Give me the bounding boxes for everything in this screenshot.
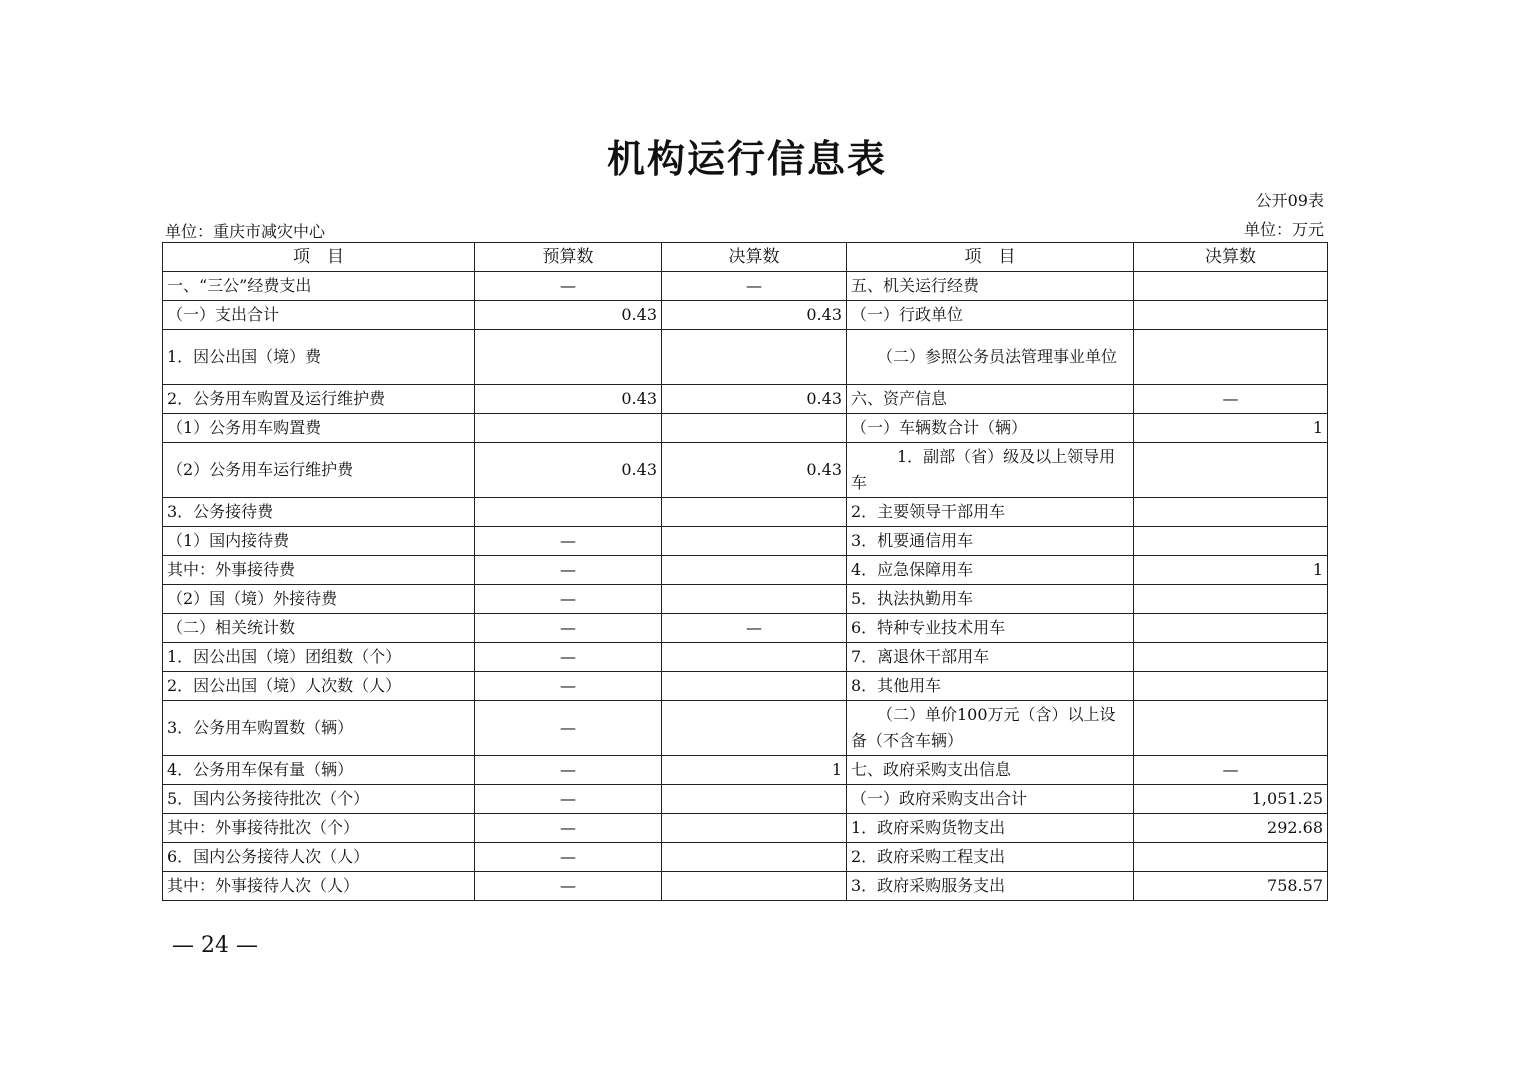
final-value (662, 527, 847, 556)
table-row (163, 585, 1328, 614)
col-header-final: 决算数 (662, 243, 847, 272)
right-label: 2．主要领导干部用车 (847, 498, 1134, 527)
right-value: 292.68 (1134, 814, 1328, 843)
table-row (163, 330, 1328, 385)
row-label: （1）国内接待费 (163, 527, 475, 556)
right-value (1134, 272, 1328, 301)
budget-value: — (475, 785, 662, 814)
right-value (1134, 843, 1328, 872)
right-value (1134, 301, 1328, 330)
final-value: 0.43 (662, 301, 847, 330)
right-value: — (1134, 756, 1328, 785)
right-label: 五、机关运行经费 (847, 272, 1134, 301)
row-label: 其中：外事接待人次（人） (163, 872, 475, 901)
right-label: 5．执法执勤用车 (847, 585, 1134, 614)
col-header-budget: 预算数 (475, 243, 662, 272)
final-value (662, 814, 847, 843)
right-label: 6．特种专业技术用车 (847, 614, 1134, 643)
right-value (1134, 614, 1328, 643)
table-row (163, 785, 1328, 814)
row-label: 其中：外事接待费 (163, 556, 475, 585)
row-label: 4．公务用车保有量（辆） (163, 756, 475, 785)
unit-currency: 单位：万元 (1243, 220, 1324, 239)
row-label: 其中：外事接待批次（个） (163, 814, 475, 843)
table-row (163, 498, 1328, 527)
budget-value (475, 414, 662, 443)
right-label: 3．机要通信用车 (847, 527, 1134, 556)
budget-value (475, 330, 662, 385)
row-label: （二）相关统计数 (163, 614, 475, 643)
right-value (1134, 643, 1328, 672)
budget-value: 0.43 (475, 301, 662, 330)
row-label: 2．因公出国（境）人次数（人） (163, 672, 475, 701)
row-label: 1．因公出国（境）费 (163, 330, 475, 385)
row-label: （2）国（境）外接待费 (163, 585, 475, 614)
budget-value (475, 498, 662, 527)
budget-value: — (475, 672, 662, 701)
table-row (163, 872, 1328, 901)
row-label: 6．国内公务接待人次（人） (163, 843, 475, 872)
row-label: 5．国内公务接待批次（个） (163, 785, 475, 814)
right-value (1134, 498, 1328, 527)
table-row (163, 756, 1328, 785)
right-value: 758.57 (1134, 872, 1328, 901)
row-label: 2．公务用车购置及运行维护费 (163, 385, 475, 414)
right-label: 3．政府采购服务支出 (847, 872, 1134, 901)
final-value (662, 872, 847, 901)
table-row (163, 272, 1328, 301)
right-value (1134, 527, 1328, 556)
table-row (163, 814, 1328, 843)
col-header-item: 项 目 (163, 243, 475, 272)
final-value (662, 672, 847, 701)
table-header-row (163, 243, 1328, 272)
final-value (662, 643, 847, 672)
col-header-final-right: 决算数 (1134, 243, 1328, 272)
budget-value: — (475, 843, 662, 872)
right-label: 1．政府采购货物支出 (847, 814, 1134, 843)
right-label: （一）行政单位 (847, 301, 1134, 330)
budget-value: — (475, 556, 662, 585)
right-value (1134, 585, 1328, 614)
budget-value: 0.43 (475, 385, 662, 414)
right-label: 2．政府采购工程支出 (847, 843, 1134, 872)
table-row (163, 301, 1328, 330)
budget-value: — (475, 527, 662, 556)
final-value (662, 414, 847, 443)
row-label: 一、“三公”经费支出 (163, 272, 475, 301)
right-value (1134, 701, 1328, 756)
budget-value: — (475, 872, 662, 901)
right-label: 六、资产信息 (847, 385, 1134, 414)
budget-value: — (475, 701, 662, 756)
right-label: 1．副部（省）级及以上领导用车 (847, 443, 1134, 498)
budget-value: — (475, 814, 662, 843)
final-value: 1 (662, 756, 847, 785)
final-value (662, 498, 847, 527)
page-title: 机构运行信息表 (606, 136, 887, 181)
info-table (162, 242, 1328, 901)
table-row (163, 443, 1328, 498)
final-value (662, 330, 847, 385)
row-label: 3．公务接待费 (163, 498, 475, 527)
right-label: （一）政府采购支出合计 (847, 785, 1134, 814)
unit-organization: 单位：重庆市减灾中心 (165, 222, 326, 241)
right-value (1134, 443, 1328, 498)
table-row (163, 614, 1328, 643)
form-code: 公开09表 (1255, 191, 1324, 210)
table-row (163, 701, 1328, 756)
right-label: 七、政府采购支出信息 (847, 756, 1134, 785)
col-header-item-right: 项 目 (847, 243, 1134, 272)
row-label: （一）支出合计 (163, 301, 475, 330)
right-label: 4．应急保障用车 (847, 556, 1134, 585)
table-row (163, 843, 1328, 872)
table-row (163, 672, 1328, 701)
final-value (662, 843, 847, 872)
right-label: 8．其他用车 (847, 672, 1134, 701)
budget-value: — (475, 272, 662, 301)
budget-value: — (475, 643, 662, 672)
right-label: （二）单价100万元（含）以上设备（不含车辆） (847, 701, 1134, 756)
final-value: — (662, 272, 847, 301)
page-number: — 24 — (172, 933, 258, 958)
row-label: 1．因公出国（境）团组数（个） (163, 643, 475, 672)
right-value: 1,051.25 (1134, 785, 1328, 814)
right-label: （二）参照公务员法管理事业单位 (847, 330, 1134, 385)
budget-value: — (475, 585, 662, 614)
table-row (163, 385, 1328, 414)
right-value: — (1134, 385, 1328, 414)
table-row (163, 556, 1328, 585)
right-value: 1 (1134, 414, 1328, 443)
final-value: 0.43 (662, 443, 847, 498)
right-value (1134, 330, 1328, 385)
budget-value: — (475, 614, 662, 643)
right-label: （一）车辆数合计（辆） (847, 414, 1134, 443)
budget-value: — (475, 756, 662, 785)
final-value (662, 701, 847, 756)
table-row (163, 527, 1328, 556)
right-value: 1 (1134, 556, 1328, 585)
right-label: 7．离退休干部用车 (847, 643, 1134, 672)
budget-value: 0.43 (475, 443, 662, 498)
final-value: — (662, 614, 847, 643)
row-label: （1）公务用车购置费 (163, 414, 475, 443)
table-row (163, 643, 1328, 672)
final-value (662, 785, 847, 814)
table-row (163, 414, 1328, 443)
final-value (662, 585, 847, 614)
final-value: 0.43 (662, 385, 847, 414)
final-value (662, 556, 847, 585)
row-label: 3．公务用车购置数（辆） (163, 701, 475, 756)
right-value (1134, 672, 1328, 701)
row-label: （2）公务用车运行维护费 (163, 443, 475, 498)
